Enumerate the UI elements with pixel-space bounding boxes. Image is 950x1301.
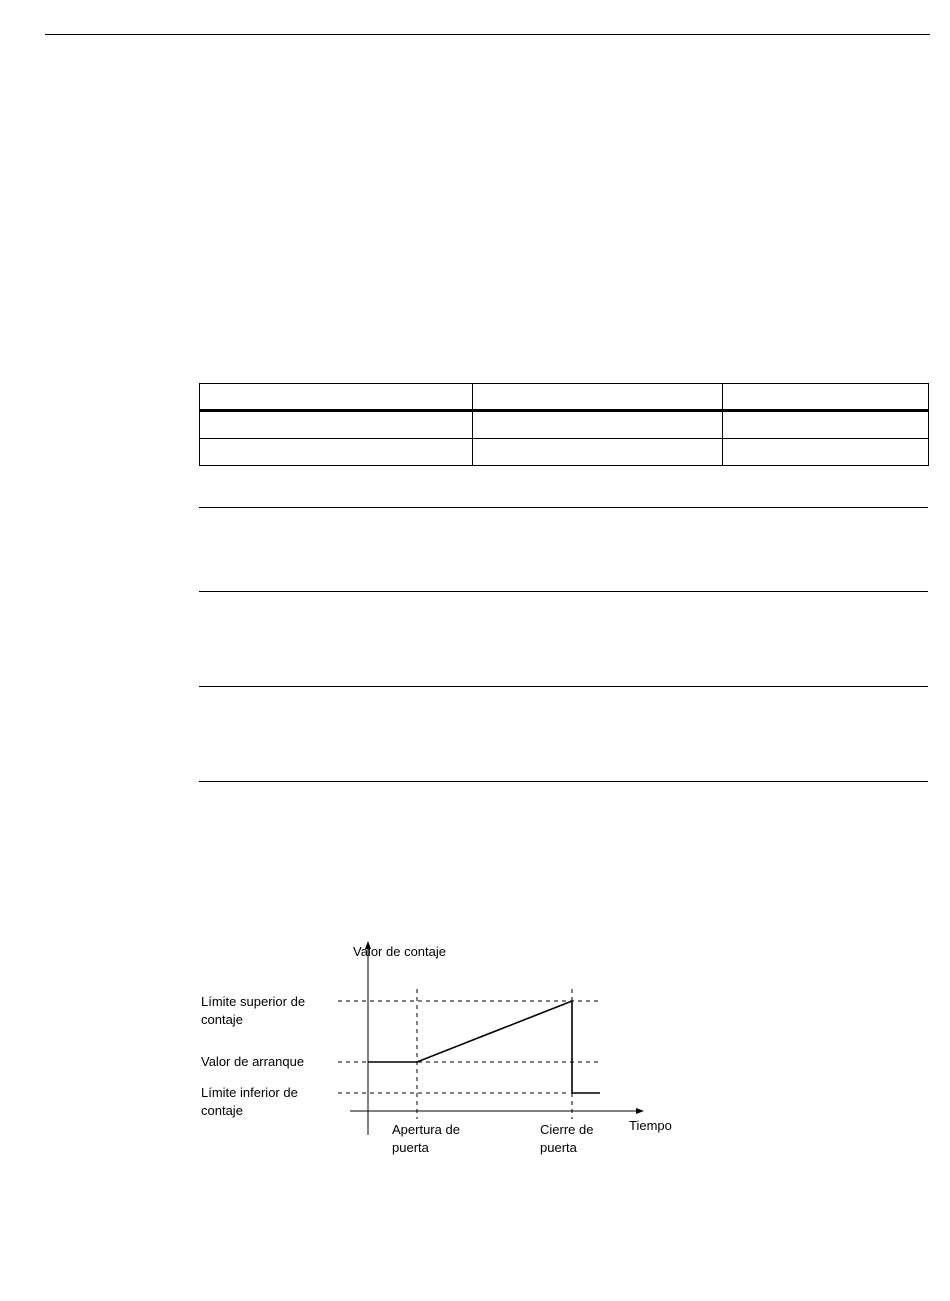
- upper-limit-label-line1: Límite superior de: [201, 994, 306, 1009]
- lower-limit-label-line2: contaje: [201, 1103, 243, 1118]
- table-cell: [723, 411, 929, 439]
- x-axis-arrow: [636, 1108, 644, 1114]
- header-rule: [45, 34, 930, 35]
- count-trace: [368, 1001, 600, 1093]
- section-divider: [199, 507, 928, 508]
- gate-close-label-line1: Cierre de: [540, 1122, 594, 1137]
- table-row: [200, 439, 929, 466]
- data-table: [199, 383, 929, 466]
- table-row: [200, 411, 929, 439]
- table-header-cell: [723, 384, 929, 411]
- y-axis-label: Valor de contaje: [353, 944, 446, 959]
- section-divider: [199, 686, 928, 687]
- gate-open-label-line1: Apertura de: [392, 1122, 460, 1137]
- gate-close-label-line2: puerta: [540, 1140, 577, 1155]
- section-divider: [199, 781, 928, 782]
- lower-limit-label-line1: Límite inferior de: [201, 1085, 298, 1100]
- x-axis-label: Tiempo: [629, 1118, 672, 1133]
- table-header-cell: [200, 384, 473, 411]
- table-cell: [473, 439, 723, 466]
- table-header-cell: [473, 384, 723, 411]
- start-value-label: Valor de arranque: [201, 1054, 305, 1069]
- section-divider: [199, 591, 928, 592]
- table-cell: [200, 439, 473, 466]
- gate-open-label-line2: puerta: [392, 1140, 429, 1155]
- counting-diagram: [190, 935, 690, 1165]
- table-cell: [723, 439, 929, 466]
- upper-limit-label-line2: contaje: [201, 1012, 243, 1027]
- table-cell: [200, 411, 473, 439]
- table-cell: [473, 411, 723, 439]
- table-header-row: [200, 384, 929, 411]
